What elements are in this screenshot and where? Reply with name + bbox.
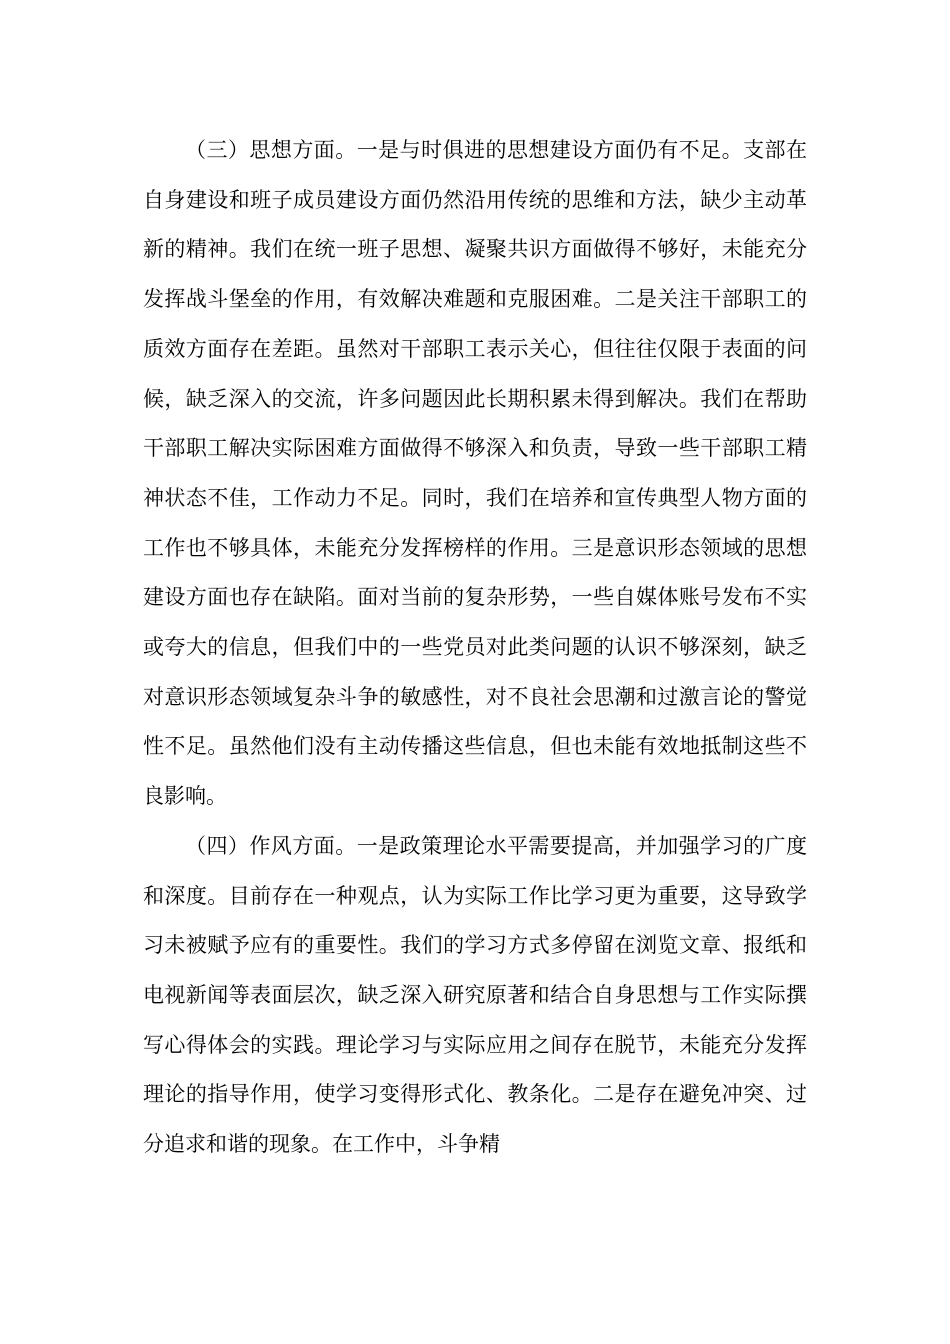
paragraph-work-style: （四）作风方面。一是政策理论水平需要提高，并加强学习的广度和深度。目前存在一种观点，认为实际工作比学习更为重要，这导致学习未被赋予应有的重要性。我们的学习方式多停留在浏览文章、报纸和电视新闻等表面层次，缺乏深入研究原著和结合自身思想与工作实际撰写心得体会的实践。理论学习与实际应用之间存在脱节，未能充分发挥理论的指导作用，使学习变得形式化、教条化。二是存在避免冲突、过分追求和谐的现象。在工作中，斗争精	[143, 833, 807, 1157]
document-body	[143, 126, 807, 1170]
paragraph-ideology: （三）思想方面。一是与时俱进的思想建设方面仍有不足。支部在自身建设和班子成员建设方面仍然沿用传统的思维和方法，缺少主动革新的精神。我们在统一班子思想、凝聚共识方面做得不够好，未能充分发挥战斗堡垒的作用，有效解决难题和克服困难。二是关注干部职工的质效方面存在差距。虽然对干部职工表示关心，但往往仅限于表面的问候，缺乏深入的交流，许多问题因此长期积累未得到解决。我们在帮助干部职工解决实际困难方面做得不够深入和负责，导致一些干部职工精神状态不佳，工作动力不足。同时，我们在培养和宣传典型人物方面的工作也不够具体，未能充分发挥榜样的作用。三是意识形态领域的思想建设方面也存在缺陷。面对当前的复杂形势，一些自媒体账号发布不实或夸大的信息，但我们中的一些党员对此类问题的认识不够深刻，缺乏对意识形态领域复杂斗争的敏感性，对不良社会思潮和过激言论的警觉性不足。虽然他们没有主动传播这些信息，但也未能有效地抵制这些不良影响。	[143, 138, 807, 809]
